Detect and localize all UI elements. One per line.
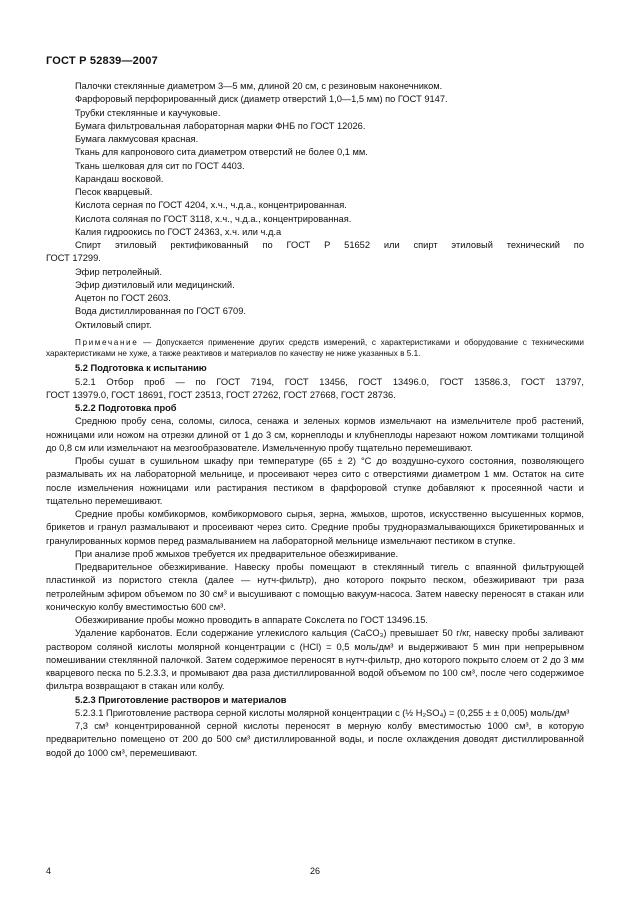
list-item: Вода дистиллированная по ГОСТ 6709. [75, 306, 246, 317]
list-item: Октиловый спирт. [75, 319, 152, 330]
list-item: Кислота серная по ГОСТ 4204, х.ч., ч.д.а., концентрированная. [75, 200, 347, 211]
list-item: Палочки стеклянные диаметром 3—5 мм, длиной 20 см, с резиновым наконечником. [75, 81, 443, 91]
list-item: Эфир диэтиловый или медицинский. [75, 279, 235, 290]
list-item: Кислота соляная по ГОСТ 3118, х.ч., ч.д.а., концентрированная. [75, 213, 352, 224]
list-item: Ацетон по ГОСТ 2603. [75, 293, 171, 303]
list-item: Эфир петролейный. [75, 266, 162, 277]
note-text: — Допускается применение других средств измерений, с характеристиками и оборудование с техническими характеристиками не хуже, а также реактивов и материалов по качеству не ниже указанных в 5.1. [46, 337, 584, 359]
paragraph: Обезжиривание пробы можно проводить в аппарате Сокслета по ГОСТ 13496.15. [75, 615, 428, 626]
section-heading-5-2-2: 5.2.2 Подготовка проб [75, 403, 177, 414]
paragraph: При анализе проб жмыхов требуется их предварительное обезжиривание. [75, 548, 399, 559]
paragraph: Предварительное обезжиривание. Навеску пробы помещают в стеклянный тигель с впаянной фильтрующей пластинкой из пористого стекла (далее — нутч-фильтр), дно которого покрыто песком, обезжиривают три раза петролейным эфиром объемом по 30 см³ и высушивают с помощью вакуум-насоса. Затем навеску переносят в стакан или коническую колбу вместимостью 600 см³. [46, 562, 584, 612]
paragraph: Среднюю пробу сена, соломы, силоса, сенажа и зеленых кормов измельчают на измельчителе проб растений, ножницами или ножом на отрезки длиной от 1 до 3 см, корнеплоды и клубнеплоды нарезают ножом ломтиками толщиной до 0,8 см или измельчают на мезгообразователе. Измельченную пробу тщательно перемешивают. [46, 416, 584, 453]
list-item: Песок кварцевый. [75, 187, 153, 197]
list-item: Бумага лакмусовая красная. [75, 134, 199, 144]
page-number: 26 [309, 866, 320, 876]
list-item: Калия гидроокись по ГОСТ 24363, х.ч. или ч.д.а [75, 226, 282, 237]
paragraph: 7,3 см³ концентрированной серной кислоты переносят в мерную колбу вместимостью 1000 см³, в которую предварительно помещено от 200 до 500 см³ дистиллированной воды, и после охлаждения доводят дистиллированной водой до 1000 см³, перемешивают. [46, 721, 584, 758]
footer-left-number: 4 [46, 866, 52, 876]
list-item: Ткань для капронового сита диаметром отверстий не более 0,1 мм. [75, 147, 368, 158]
section-heading-5-2: 5.2 Подготовка к испытанию [75, 363, 207, 374]
paragraph: 5.2.3.1 Приготовление раствора серной кислоты молярной концентрации c (½ H₂SO₄) = (0,255 ± ± 0,005) моль/дм³ [75, 707, 570, 718]
paragraph: Средние пробы комбикормов, комбикормового сырья, зерна, жмыхов, шротов, искусственно высушенных кормов, брикетов и гранул размалывают и просеивают через сито. Средние пробы трудноразмалывающихся брикетированных и гранулированных кормов перед размалыванием на лабораторной мельнице измельчают пестиком в ступке. [46, 509, 584, 546]
paragraph: Пробы сушат в сушильном шкафу при температуре (65 ± 2) °С до воздушно-сухого состояния, позволяющего размалывать их на лабораторной мельнице, и просеивают через сито с отверстиями диаметром 1 мм. Остаток на сите после измельчения ножницами или растирания пестиком в фарфоровой ступке добавляют к просеянной части и тщательно перемешивают. [46, 456, 584, 506]
list-item-spirit-line1: Спирт этиловый ректификованный по ГОСТ Р 51652 или спирт этиловый технический по [75, 240, 584, 250]
list-item: Ткань шелковая для сит по ГОСТ 4403. [75, 160, 245, 171]
document-header: ГОСТ Р 52839—2007 [46, 55, 158, 67]
list-item: Фарфоровый перфорированный диск (диаметр отверстий 1,0—1,5 мм) по ГОСТ 9147. [75, 94, 448, 105]
section-5-2-1-line2: ГОСТ 13979.0, ГОСТ 18691, ГОСТ 23513, ГОСТ 27262, ГОСТ 27668, ГОСТ 28736. [46, 389, 396, 400]
list-item: Бумага фильтровальная лабораторная марки ФНБ по ГОСТ 12026. [75, 120, 366, 131]
list-item: Карандаш восковой. [75, 173, 164, 184]
list-item: Трубки стеклянные и каучуковые. [75, 107, 221, 118]
section-5-2-1-line1: 5.2.1 Отбор проб — по ГОСТ 7194, ГОСТ 13456, ГОСТ 13496.0, ГОСТ 13586.3, ГОСТ 13797, [75, 376, 584, 387]
note [46, 337, 584, 360]
list-item-spirit-line2: ГОСТ 17299. [46, 253, 101, 264]
note-label: Примечание [75, 337, 139, 347]
section-heading-5-2-3: 5.2.3 Приготовление растворов и материалов [75, 694, 287, 705]
paragraph: Удаление карбонатов. Если содержание углекислого кальция (CaCO₃) превышает 50 г/кг, навеску пробы заливают раствором соляной кислоты молярной концентрации c (HCl) = 0,5 моль/дм³ и выдерживают 5 мин при непрерывном помешивании стеклянной палочкой. Затем содержимое переносят в нутч-фильтр, дно которого покрыто слоем от 2 до 3 мм кварцевого песка по 5.2.3.3, и промывают два раза дистиллированной водой объемом по 100 см³, после чего содержимое фильтра возвращают в стакан или колбу. [46, 628, 584, 692]
document-body [46, 80, 584, 760]
